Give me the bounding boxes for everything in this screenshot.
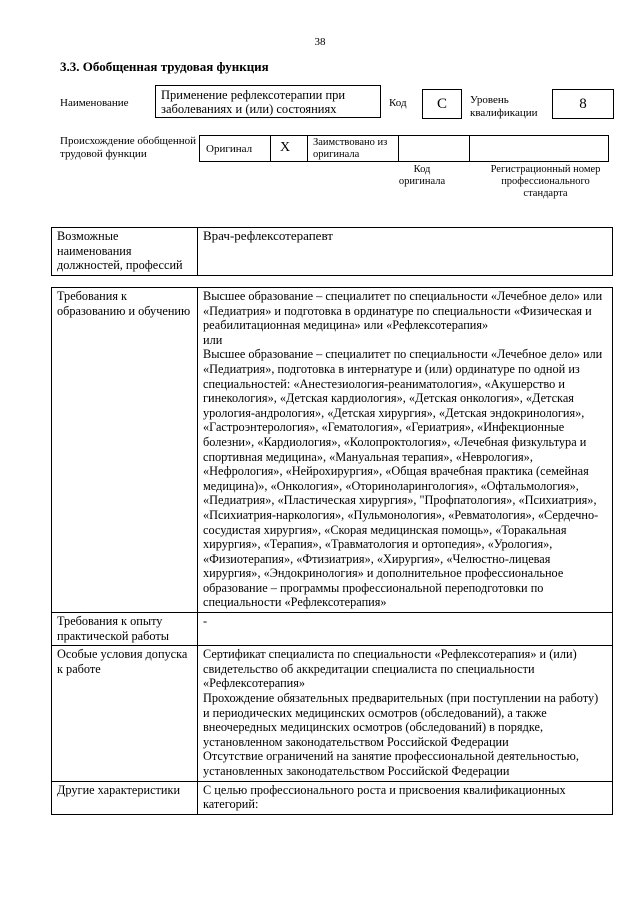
original-mark: Х <box>280 140 291 155</box>
experience-label: Требования к опыту практической работы <box>52 613 198 646</box>
code-value-box <box>422 89 462 119</box>
admission-label: Особые условия допуска к работе <box>52 646 198 781</box>
name-label: Наименование <box>60 97 129 109</box>
admission-paragraph: Отсутствие ограничений на занятие профессиональной деятельностью, установленных законодательством Российской Федерации <box>203 749 579 778</box>
table-row <box>52 288 613 613</box>
origin-divider-1 <box>270 135 271 162</box>
level-value: 8 <box>579 96 587 112</box>
level-label: Уровень квалификации <box>470 94 538 119</box>
borrowed-label: Заимствовано из оригинала <box>313 137 388 160</box>
positions-row <box>52 228 613 276</box>
education-paragraph: или <box>203 332 223 347</box>
table-row <box>52 781 613 814</box>
admission-paragraph: Сертификат специалиста по специальности «Рефлексотерапия» и (или) свидетельство об аккредитации специалиста по специальности «Рефлексотерапия» <box>203 647 577 691</box>
section-title: 3.3. Обобщенная трудовая функция <box>60 59 269 74</box>
code-value: С <box>436 96 447 112</box>
origin-label: Происхождение обобщенной трудовой функции <box>60 135 197 160</box>
experience-paragraph: - <box>203 614 208 629</box>
code-label: Код <box>389 97 407 109</box>
requirements-table <box>51 287 613 815</box>
page-number: 38 <box>314 36 326 48</box>
origin-divider-2 <box>307 135 308 162</box>
education-label: Требования к образованию и обучению <box>52 288 198 613</box>
experience-value <box>198 613 613 646</box>
education-paragraph: Высшее образование – специалитет по специальности «Лечебное дело» или «Педиатрия», подготовка в интернатуре и (или) ординатуре по одной из специальностей: «Анестезиология-реаниматология», «Акушерство и гинекология», «Детская кардиология», «Детская онкология», «Детская урология-андрология», «Детская хирургия», «Детская эндокринология», «Гастроэнтерология», «Гематология», «Гериатрия», «Инфекционные болезни», «Кардиология», «Колопроктология», «Лечебная физкультура и спортивная медицина», «Мануальная терапия», «Неврология», «Нефрология», «Нейрохирургия», «Общая врачебная практика (семейная медицина)», «Онкология», «Оториноларингология», «Офтальмология», «Педиатрия», «Пластическая хирургия», "Профпатология», «Психиатрия», «Психиатрия-наркология», «Пульмонология», «Ревматология», «Сердечно-сосудистая хирургия», «Скорая медицинская помощь», «Торакальная хирургия», «Терапия», «Травматология и ортопедия», «Урология», «Физиотерапия», «Фтизиатрия», «Хирургия», «Челюстно-лицевая хирургия», «Эндокринология» и дополнительное профессиональное образование – программы профессиональной переподготовки по специальности «Рефлексотерапия» <box>203 347 603 610</box>
name-value: Применение рефлексотерапии при заболеваниях и (или) состояниях <box>161 88 346 116</box>
education-value <box>198 288 613 613</box>
positions-label: Возможные наименования должностей, профессий <box>52 228 198 276</box>
other-paragraph: С целью профессионального роста и присвоения квалификационных категорий: <box>203 782 566 812</box>
positions-table <box>51 227 613 276</box>
education-paragraph: Высшее образование – специалитет по специальности «Лечебное дело» или «Педиатрия» и подготовка в ординатуре по специальности «Физическая и реабилитационная медицина» или «Рефлексотерапия» <box>203 289 603 333</box>
table-row <box>52 646 613 781</box>
original-label: Оригинал <box>206 143 253 155</box>
admission-value <box>198 646 613 781</box>
other-label: Другие характеристики <box>52 781 198 814</box>
origin-divider-4 <box>469 135 470 162</box>
origin-divider-3 <box>398 135 399 162</box>
origin-table <box>199 135 609 162</box>
table-row <box>52 613 613 646</box>
other-value <box>198 781 613 814</box>
admission-paragraph: Прохождение обязательных предварительных (при поступлении на работу) и периодических медицинских осмотров (обследований), а также внеочередных медицинских осмотров (обследований) в порядке, установленном законодательством Российской Федерации <box>203 691 599 749</box>
original-code-caption: Код оригинала <box>398 164 446 187</box>
positions-value: Врач-рефлексотерапевт <box>198 228 613 276</box>
reg-number-caption: Регистрационный номер профессионального стандарта <box>490 164 601 199</box>
name-value-box <box>155 85 381 118</box>
level-value-box <box>552 89 614 119</box>
